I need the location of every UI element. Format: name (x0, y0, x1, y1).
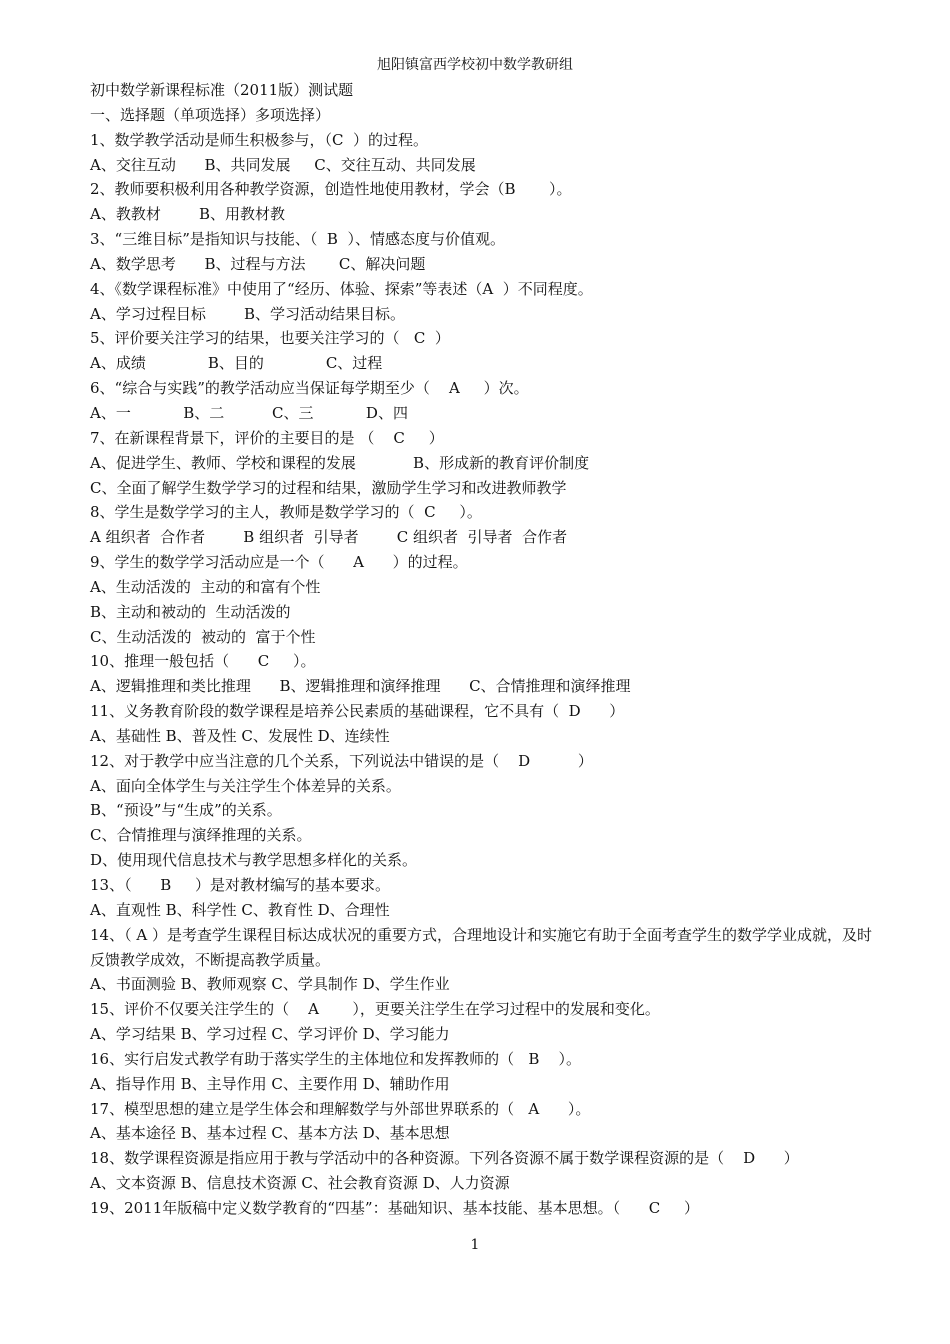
question-5: 5、评价要关注学习的结果，也要关注学习的（ C ） (90, 329, 450, 348)
question-13: 13、（ B ）是对教材编写的基本要求。 (90, 876, 391, 894)
question-6: 6、“综合与实践”的教学活动应当保证每学期至少（ A ）次。 (90, 379, 529, 398)
options-6: A、一 B、二 C、三 D、四 (90, 403, 408, 422)
options-15: A、学习结果 B、学习过程 C、学习评价 D、学习能力 (90, 1025, 450, 1044)
question-11: 11、义务教育阶段的数学课程是培养公民素质的基础课程，它不具有（ D ） (90, 702, 625, 721)
options-12-d: D、使用现代信息技术与教学思想多样化的关系。 (90, 851, 418, 870)
options-11: A、基础性 B、普及性 C、发展性 D、连续性 (90, 726, 390, 745)
document-body (90, 78, 880, 1221)
options-16: A、指导作用 B、主导作用 C、主要作用 D、辅助作用 (90, 1074, 450, 1093)
question-3: 3、“三维目标”是指知识与技能、（ B ）、情感态度与价值观。 (90, 230, 505, 249)
options-2: A、教教材 B、用教材教 (90, 205, 286, 224)
options-7-ab: A、促进学生、教师、学校和课程的发展 B、形成新的教育评价制度 (90, 453, 590, 472)
options-5: A、成绩 B、目的 C、过程 (90, 354, 383, 373)
question-2: 2、教师要积极利用各种教学资源，创造性地使用教材，学会（B ）。 (90, 180, 572, 199)
question-12: 12、对于教学中应当注意的几个关系，下列说法中错误的是（ D ） (90, 751, 593, 770)
question-8: 8、学生是数学学习的主人，教师是数学学习的（ C ）。 (90, 503, 482, 522)
question-1: 1、数学教学活动是师生积极参与，（C ）的过程。 (90, 130, 429, 149)
options-4: A、学习过程目标 B、学习活动结果目标。 (90, 304, 406, 323)
question-19: 19、2011年版稿中定义数学教育的“四基”：基础知识、基本技能、基本思想。（ C ） (90, 1198, 700, 1217)
question-16: 16、实行启发式教学有助于落实学生的主体地位和发挥教师的（ B ）。 (90, 1049, 581, 1068)
document-title: 初中数学新课程标准（2011版）测试题 (90, 81, 354, 99)
question-7: 7、在新课程背景下，评价的主要目的是 （ C ） (90, 428, 444, 447)
options-17: A、基本途径 B、基本过程 C、基本方法 D、基本思想 (90, 1124, 450, 1143)
options-14: A、书面测验 B、教师观察 C、学具制作 D、学生作业 (90, 975, 450, 994)
section-heading: 一、选择题（单项选择）多项选择） (90, 105, 331, 124)
question-9: 9、学生的数学学习活动应是一个（ A ）的过程。 (90, 553, 468, 572)
options-10: A、逻辑推理和类比推理 B、逻辑推理和演绎推理 C、合情推理和演绎推理 (90, 677, 631, 696)
question-18: 18、数学课程资源是指应用于教与学活动中的各种资源。下列各资源不属于数学课程资源的是（ D ） (90, 1149, 799, 1168)
options-1: A、交往互动 B、共同发展 C、交往互动、共同发展 (90, 155, 476, 174)
page-number: 1 (470, 1237, 480, 1253)
options-12-c: C、合情推理与演绎推理的关系。 (90, 826, 312, 845)
options-18: A、文本资源 B、信息技术资源 C、社会教育资源 D、人力资源 (90, 1174, 510, 1193)
question-10: 10、推理一般包括（ C ）。 (90, 652, 316, 671)
options-9-a: A、生动活泼的 主动的和富有个性 (90, 577, 321, 596)
question-15: 15、评价不仅要关注学生的（ A ），更要关注学生在学习过程中的发展和变化。 (90, 1000, 660, 1019)
question-14: 14、（ A ）是考查学生课程目标达成状况的重要方式，合理地设计和实施它有助于全面考查学生的数学学业成就，及时反馈教学成效，不断提高教学质量。 (90, 925, 872, 969)
options-9-b: B、主动和被动的 生动活泼的 (90, 602, 291, 621)
page-header: 旭阳镇富西学校初中数学教研组 (377, 57, 573, 73)
question-4: 4、《数学课程标准》中使用了“经历、体验、探索”等表述（A ）不同程度。 (90, 279, 593, 298)
options-9-c: C、生动活泼的 被动的 富于个性 (90, 627, 316, 646)
options-3: A、数学思考 B、过程与方法 C、解决问题 (90, 254, 426, 273)
question-17: 17、模型思想的建立是学生体会和理解数学与外部世界联系的（ A ）。 (90, 1099, 591, 1118)
options-12-a: A、面向全体学生与关注学生个体差异的关系。 (90, 776, 401, 795)
options-13: A、直观性 B、科学性 C、教育性 D、合理性 (90, 900, 390, 919)
options-12-b: B、“预设”与“生成”的关系。 (90, 801, 282, 820)
options-8: A 组织者 合作者 B 组织者 引导者 C 组织者 引导者 合作者 (90, 528, 568, 547)
options-7-c: C、全面了解学生数学学习的过程和结果，激励学生学习和改进教师教学 (90, 478, 567, 497)
